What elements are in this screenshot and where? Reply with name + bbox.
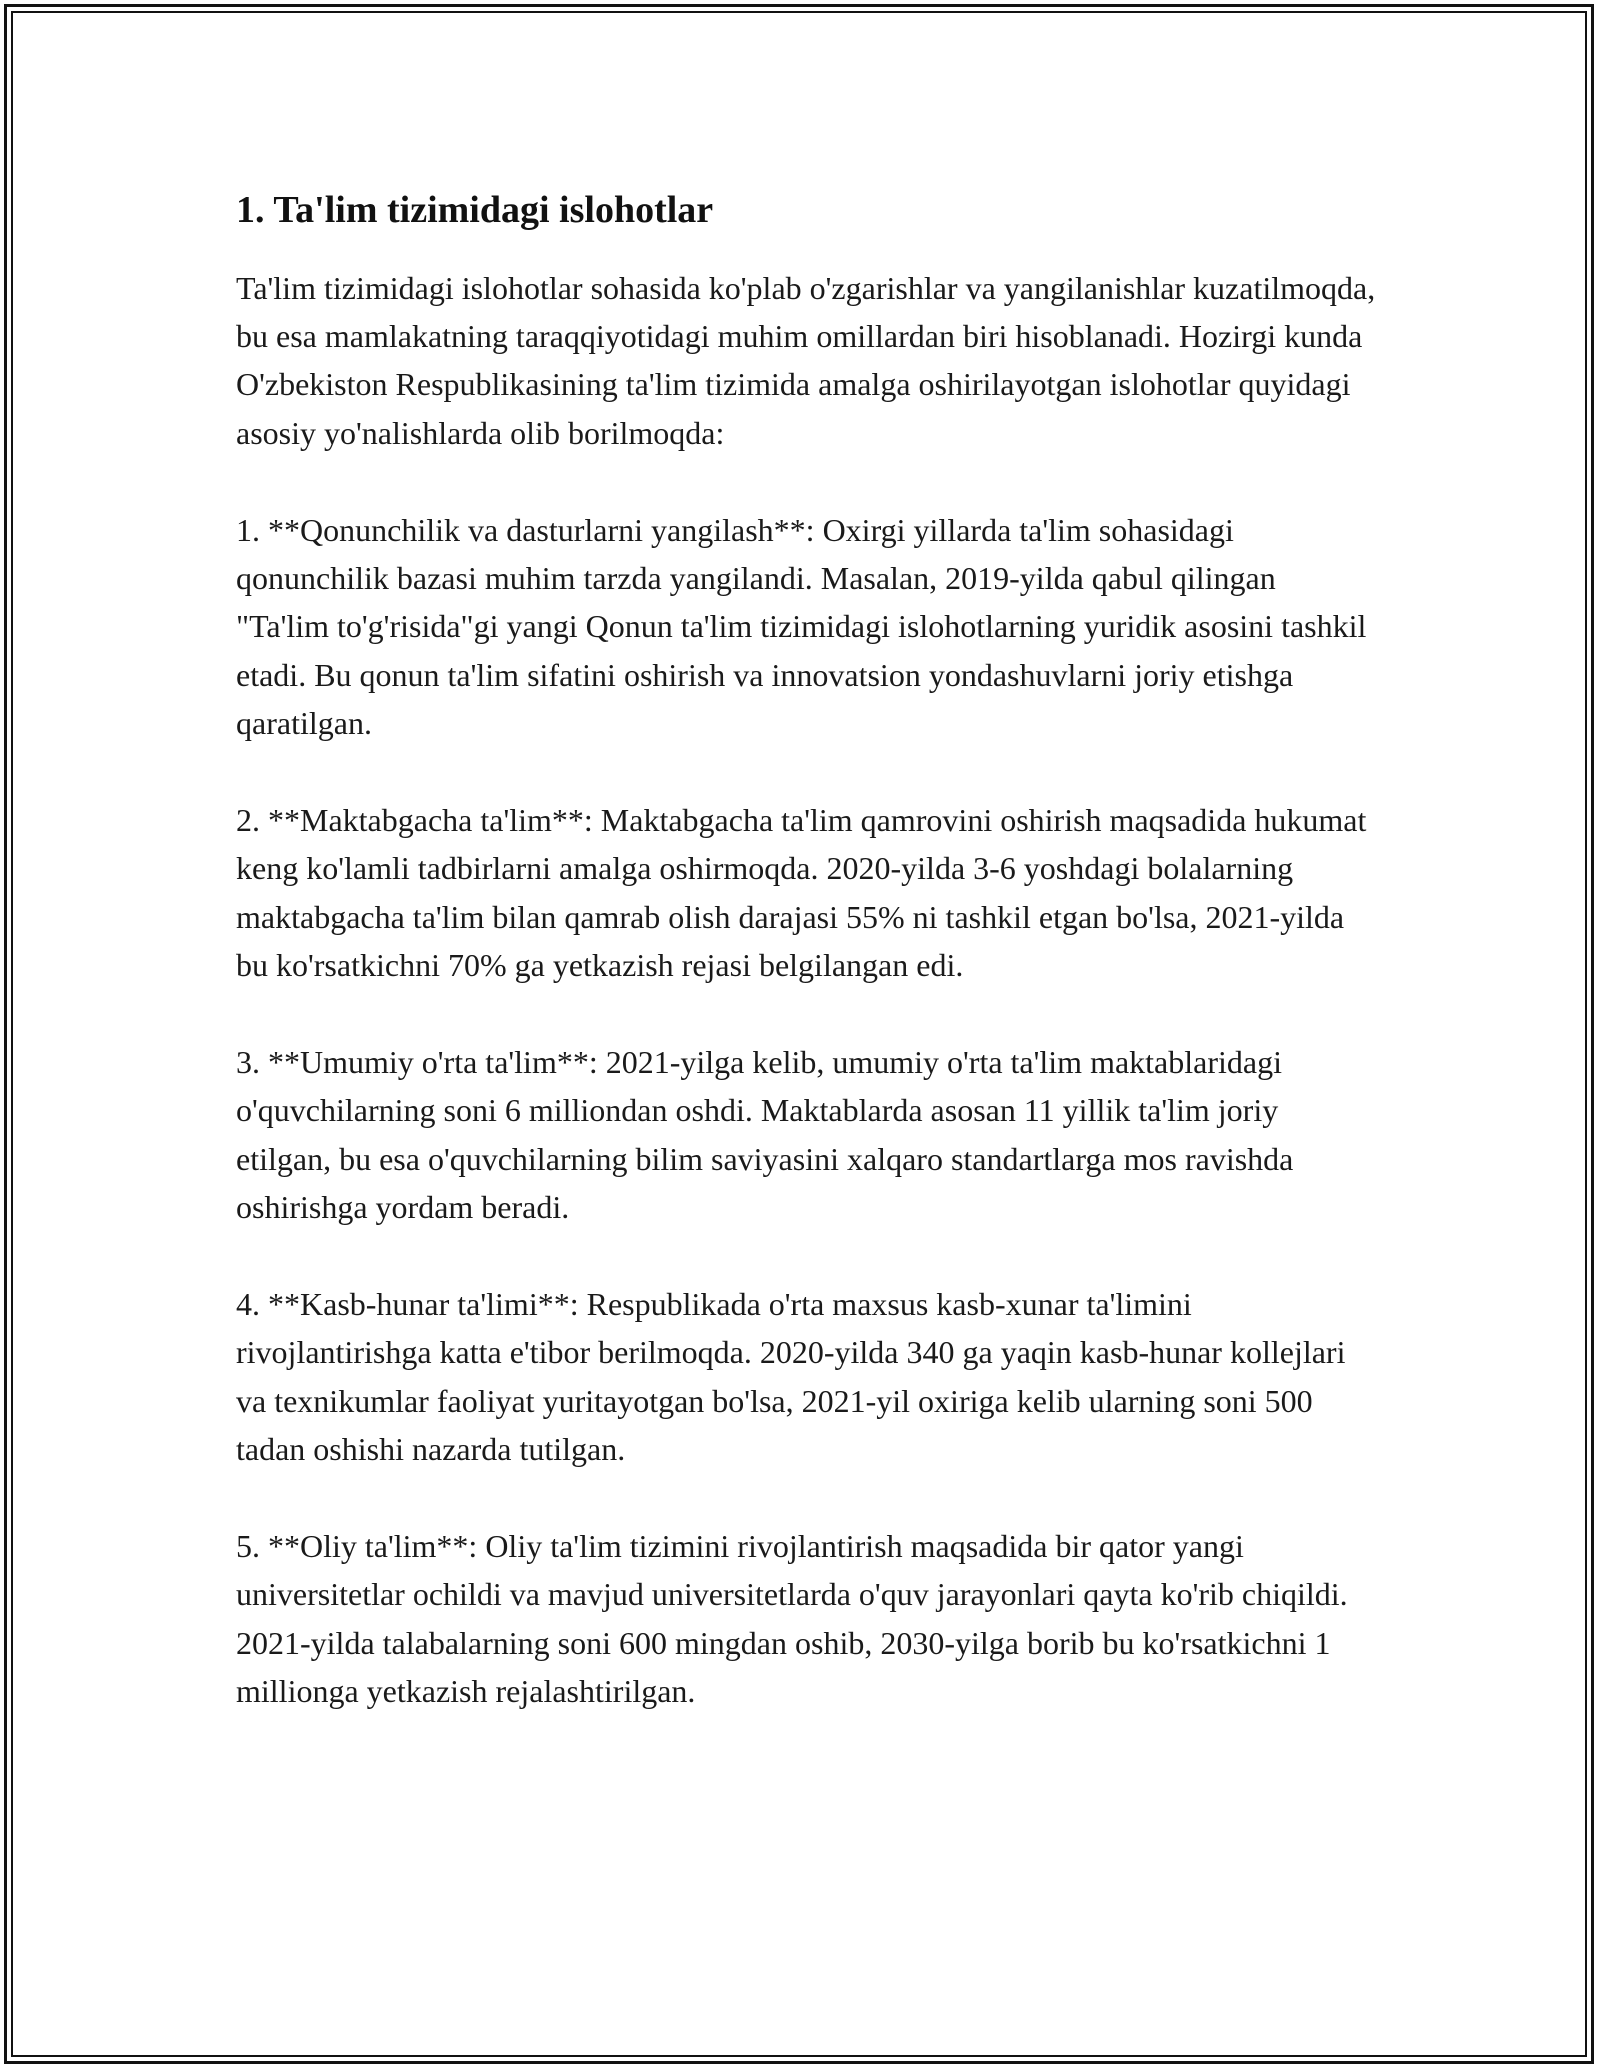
document-body [236, 188, 1376, 1716]
list-item-preschool: 2. **Maktabgacha ta'lim**: Maktabgacha ta'lim qamrovini oshirish maqsadida hukumat keng ko'lamli tadbirlarni amalga oshirmoqda. 2020-yilda 3-6 yoshdagi bolalarning maktabgacha ta'lim bilan qamrab olish darajasi 55% ni tashkil etgan bo'lsa, 2021-yilda bu ko'rsatkichni 70% ga yetkazish rejasi belgilangan edi. [236, 802, 1367, 984]
intro-paragraph: Ta'lim tizimidagi islohotlar sohasida ko'plab o'zgarishlar va yangilanishlar kuzatilmoqda, bu esa mamlakatning taraqqiyotidagi muhim omillardan biri hisoblanadi. Hozirgi kunda O'zbekiston Respublikasining ta'lim tizimida amalga oshirilayotgan islohotlar quyidagi asosiy yo'nalishlarda olib borilmoqda: [236, 269, 1376, 451]
list-item-higher: 5. **Oliy ta'lim**: Oliy ta'lim tizimini rivojlantirish maqsadida bir qator yangi universitetlar ochildi va mavjud universitetlarda o'quv jarayonlari qayta ko'rib chiqildi. 2021-yilda talabalarning soni 600 mingdan oshib, 2030-yilga borib bu ko'rsatkichni 1 millionga yetkazish rejalashtirilgan. [236, 1528, 1348, 1710]
list-item-vocational: 4. **Kasb-hunar ta'limi**: Respublikada o'rta maxsus kasb-xunar ta'limini rivojlantirishga katta e'tibor berilmoqda. 2020-yilda 340 ga yaqin kasb-hunar kollejlari va texnikumlar faoliyat yuritayotgan bo'lsa, 2021-yil oxiriga kelib ularning soni 500 tadan oshishi nazarda tutilgan. [236, 1286, 1346, 1468]
section-heading: 1. Ta'lim tizimidagi islohotlar [236, 189, 714, 231]
list-item-secondary: 3. **Umumiy o'rta ta'lim**: 2021-yilga kelib, umumiy o'rta ta'lim maktablaridagi o'quvchilarning soni 6 milliondan oshdi. Maktablarda asosan 11 yillik ta'lim joriy etilgan, bu esa o'quvchilarning bilim saviyasini xalqaro standartlarga mos ravishda oshirishga yordam beradi. [236, 1044, 1294, 1226]
list-item-legislation: 1. **Qonunchilik va dasturlarni yangilash**: Oxirgi yillarda ta'lim sohasidagi qonunchilik bazasi muhim tarzda yangilandi. Masalan, 2019-yilda qabul qilingan "Ta'lim to'g'risida"gi yangi Qonun ta'lim tizimidagi islohotlarning yuridik asosini tashkil etadi. Bu qonun ta'lim sifatini oshirish va innovatsion yondashuvlarni joriy etishga qaratilgan. [236, 511, 1367, 742]
